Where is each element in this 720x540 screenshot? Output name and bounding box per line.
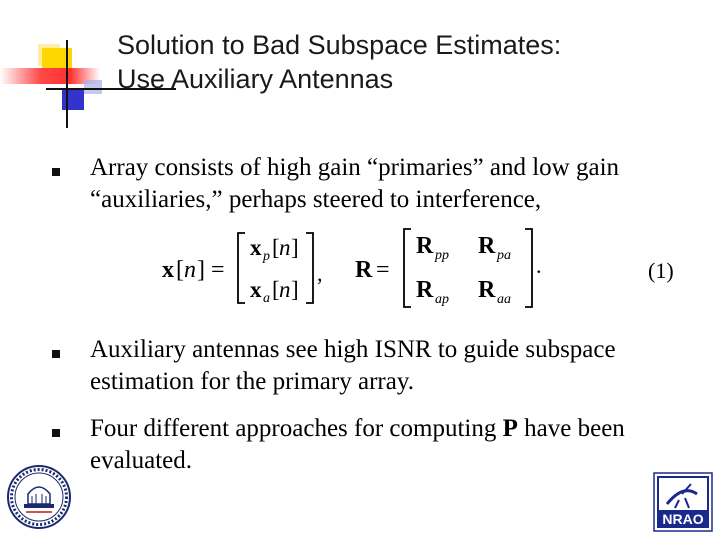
- bullet-item-1: [90, 152, 700, 216]
- slide-title: [117, 28, 697, 96]
- bullet-text-tail: have been evaluated.: [90, 415, 625, 474]
- bullet-text: Array consists of high gain “primaries” and low gain “auxiliaries,” perhaps steered to interference,: [90, 154, 620, 213]
- bullet-square-icon: [52, 350, 60, 358]
- slide-title-line-2: Use Auxiliary Antennas: [117, 64, 394, 94]
- svg-text:[: [: [272, 235, 280, 260]
- svg-text:R: R: [478, 277, 496, 303]
- svg-text:x: x: [250, 235, 262, 260]
- svg-text:]: ]: [291, 277, 299, 302]
- bullet-text-lead: Four different approaches for computing: [90, 415, 503, 442]
- svg-text:NRAO: NRAO: [662, 511, 704, 527]
- bullet-text-bold: P: [502, 415, 518, 442]
- equation-block: [150, 225, 570, 311]
- bullet-text: Auxiliary antennas see high ISNR to guide subspace estimation for the primary array.: [90, 336, 616, 395]
- svg-text:,: ,: [317, 261, 323, 286]
- nrao-logo: [653, 472, 713, 532]
- bullet-square-icon: [52, 429, 60, 437]
- svg-text:p: p: [263, 249, 270, 264]
- bullet-item-2: [90, 334, 700, 398]
- svg-text:n: n: [184, 257, 196, 283]
- svg-text:x: x: [250, 277, 262, 302]
- svg-text:]: ]: [291, 235, 299, 260]
- svg-text:pp: pp: [435, 248, 449, 263]
- equation-number: (1): [648, 258, 674, 283]
- svg-text:[: [: [272, 277, 280, 302]
- svg-text:.: .: [536, 253, 542, 278]
- slide-title-line-1: Solution to Bad Subspace Estimates:: [117, 30, 562, 60]
- bullet-item-3: [90, 413, 700, 477]
- university-seal-logo: [6, 464, 72, 530]
- svg-text:a: a: [263, 291, 270, 306]
- bullet-square-icon: [52, 168, 60, 176]
- svg-text:R: R: [478, 233, 496, 259]
- decor-vertical-line: [66, 40, 68, 128]
- svg-text:] =: ] =: [197, 257, 225, 283]
- svg-text:x: x: [162, 257, 174, 283]
- svg-text:[: [: [176, 257, 184, 283]
- svg-text:pa: pa: [497, 248, 511, 263]
- svg-text:=: =: [376, 257, 390, 283]
- svg-text:n: n: [279, 235, 291, 260]
- svg-text:R: R: [355, 257, 373, 283]
- svg-text:ap: ap: [435, 292, 449, 307]
- svg-text:n: n: [279, 277, 291, 302]
- svg-text:aa: aa: [497, 292, 511, 307]
- svg-text:R: R: [416, 277, 434, 303]
- svg-text:R: R: [416, 233, 434, 259]
- decor-blue-square-light: [84, 80, 102, 94]
